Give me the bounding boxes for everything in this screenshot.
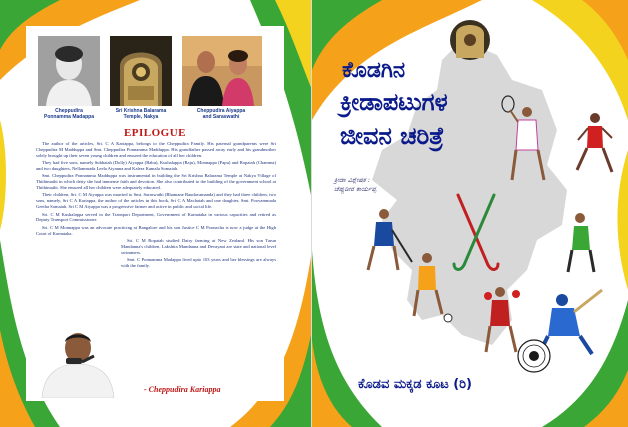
author-photo	[36, 326, 121, 398]
book-title-line-3: ಜೀವನ ಚರಿತ್ರೆ	[340, 122, 444, 150]
author-credit	[334, 176, 376, 194]
author-credit-role: ಕ್ರೀಡಾ ವಿಶ್ಲೇಷಕ :	[334, 176, 370, 184]
epilogue-paragraph: Sri. C M Kushalappa served in the Transport Department, Government of Karnataka in various capacities and retired as Deputy Transport Commissioner.	[36, 211, 276, 223]
book-title-line-2: ಕ್ರೀಡಾಪಟುಗಳ	[340, 88, 448, 116]
epilogue-paragraph: They had five sons, namely Subbaiah (Dolly) Aiyappa (Babu), Kushalappa (Raju), Monnappa (Papu) and Ropaiah (Chamma) and two daughters, Nellammada Leela Aiyanna and Kalera Kamala Somaiah.	[36, 160, 276, 172]
photo-caption-ponnamma: Cheppudira Ponnamma Madappa	[43, 108, 94, 120]
epilogue-paragraph: Sri. C M Ropaiah studied Dairy farming at New Zealand. His son Tarun Mandanna's children, Lakshita Mandanna and Devayani are state and national level swimmers.	[121, 237, 276, 255]
front-cover	[312, 0, 628, 427]
epilogue-paragraph: The author of the articles, Sri. C A Kariappa, belongs to the Cheppudira Family. His paternal grandparents were Sri Cheppudira M Madduppa and Smt. Cheppudira Ponnamma Madduppa. His grandfather passed away early and his grandmother solely brought up their seven young children and ensured the education of all her children.	[36, 141, 276, 158]
author-signature: - Cheppudira Kariappa	[144, 385, 221, 394]
photo-caption-aiyappa: Cheppudira Aiyappa and Saraswathi	[196, 108, 246, 120]
photo-krishna-balarama-temple	[110, 36, 172, 106]
epilogue-paragraph: Their children, Sri. C M Aiyappa was married to Smt. Saraswathi (Bhamane Baudavamanda) and they had three children, two sons, namely, Sri C A Kariappa, the author of the articles in this book, Sri C A Machaiah and one daughter, Smt. Poovammada Geetha Somaiah. Sri C M Aiyappa was a progressive farmer and active in public and social life.	[36, 192, 276, 210]
photo-caption-temple: Sri Krishna Balarama Temple, Nakya	[115, 108, 167, 120]
epilogue-paragraph: Smt. Cheppudira Ponnamma Madduppa was instrumental in building the Sri Krishna Balarama Temple at Nakya Village of Thithimathi in which deity she had immense faith and devotion. She also contributed to the building of the government school at Thithimathi. She ensured all her children were adequately educated.	[36, 173, 276, 191]
book-title-line-1: ಕೊಡಗಿನ	[342, 58, 406, 83]
epilogue-paragraph: Smt. C Ponnamma Madappa lived upto 103 years and her blessings are always with the family.	[121, 257, 276, 268]
publisher-name: ಕೊಡವ ಮಕ್ಕಡ ಕೂಟ (ರಿ)	[358, 377, 472, 392]
author-credit-name: ಚೆಪ್ಪುಡೀರ ಕಾರ್ಯಪ್ಪ	[334, 185, 377, 193]
photo-aiyappa-saraswathi	[182, 36, 262, 106]
epilogue-panel	[26, 26, 284, 401]
epilogue-paragraph: Sri. C M Monnappa was an advocate practicing at Bangalore and his son Justice C M Poonacha is now a judge at the High Court of Karnataka.	[36, 224, 276, 236]
back-cover	[0, 0, 312, 427]
photo-ponnamma-madappa	[38, 36, 100, 106]
epilogue-body	[36, 141, 276, 270]
epilogue-title: EPILOGUE	[123, 127, 187, 139]
